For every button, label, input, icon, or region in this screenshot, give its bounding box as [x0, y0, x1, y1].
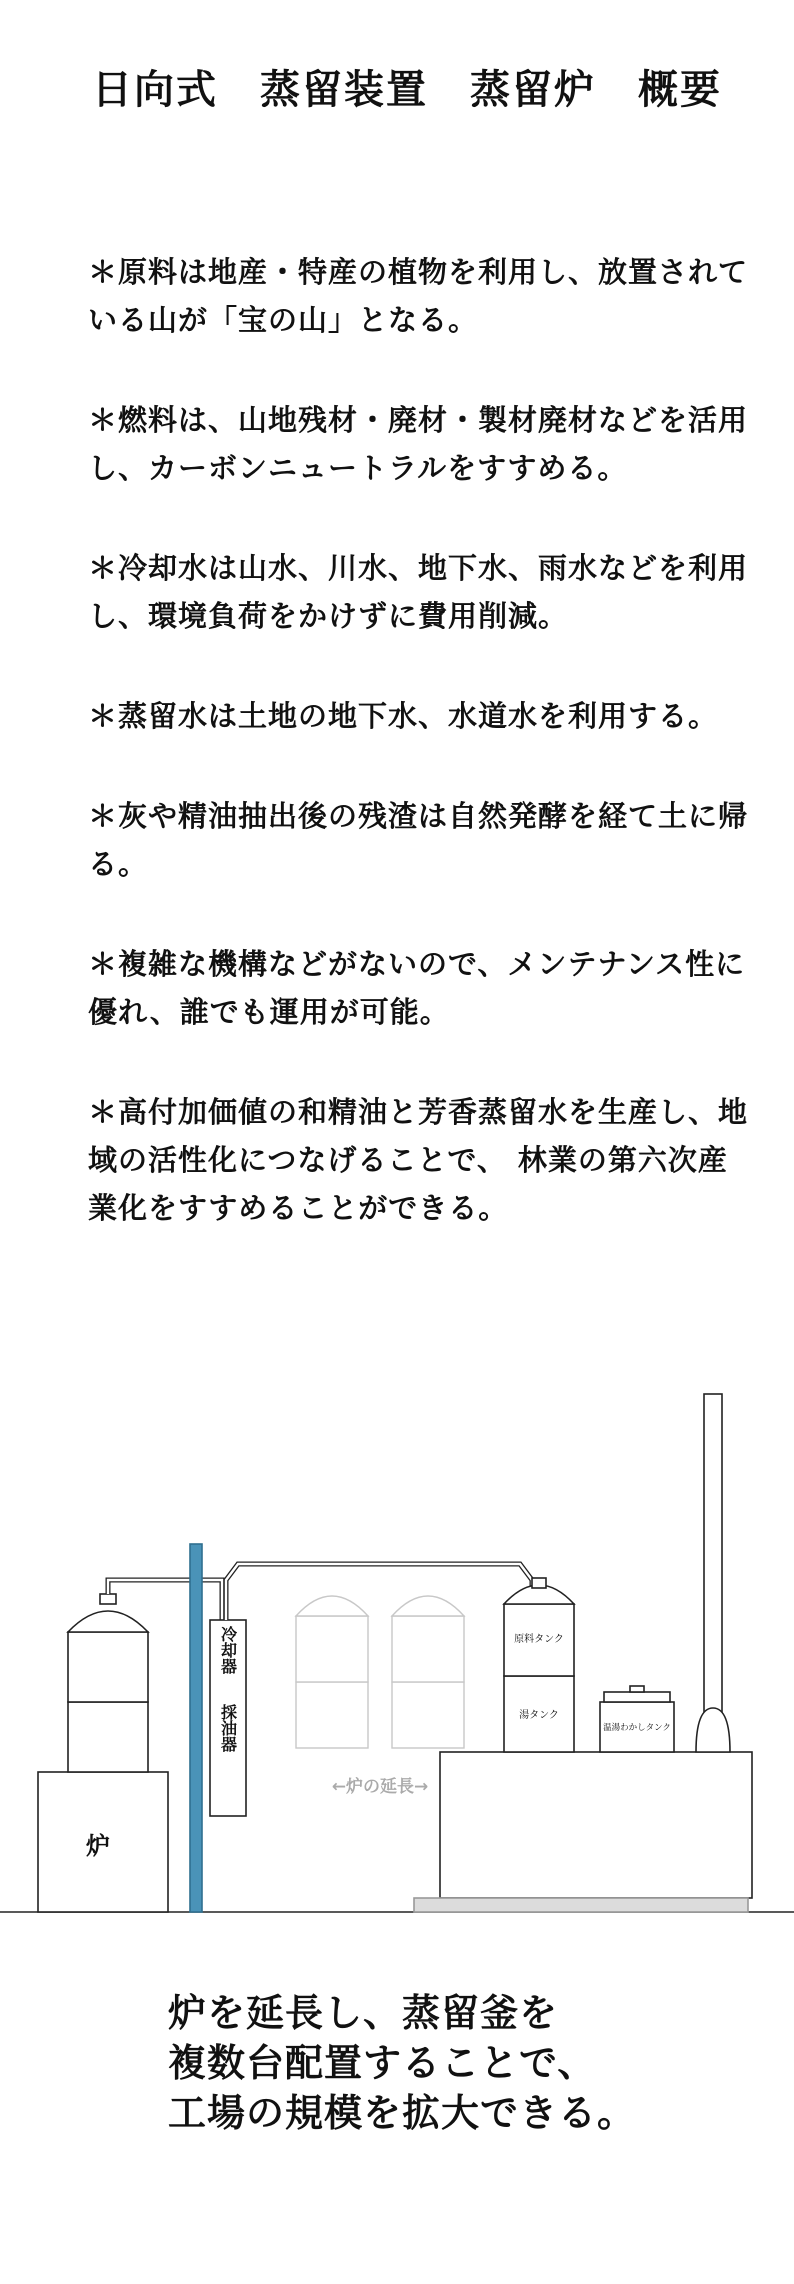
cooler-label: 冷却器: [218, 1626, 238, 1674]
bullet-list: [88, 248, 748, 1284]
bullet-fuel: ＊燃料は、山地残材・廃材・製材廃材などを活用し、カーボンニュートラルをすすめる。: [88, 403, 749, 485]
ghost-still-2-dome: [392, 1596, 464, 1616]
furnace-label: 炉: [86, 1832, 110, 1860]
ghost-still-2-upper: [392, 1616, 464, 1682]
hot-water-heating-tank-lid: [604, 1692, 670, 1702]
right-still-cap: [532, 1578, 546, 1588]
ghost-still-1-lower: [296, 1682, 368, 1748]
left-still-dome: [68, 1611, 148, 1632]
left-still-cap: [100, 1594, 116, 1604]
ghost-still-1-upper: [296, 1616, 368, 1682]
left-still-lower-drum: [68, 1702, 148, 1772]
left-still-upper-drum: [68, 1632, 148, 1702]
ghost-still-1-dome: [296, 1596, 368, 1616]
page-title: 日向式 蒸留装置 蒸留炉 概要: [92, 67, 722, 113]
right-furnace-base: [440, 1752, 752, 1898]
oil-collector-label: 採油器: [218, 1704, 238, 1752]
extension-label: ←炉の延長→: [331, 1777, 429, 1797]
water-pipe: [190, 1544, 202, 1912]
caption-line-3: 工場の規模を拡大できる。: [168, 2091, 637, 2135]
bullet-raw-materials: ＊原料は地産・特産の植物を利用し、放置されている山が「宝の山」となる。: [88, 255, 749, 337]
ghost-still-2-lower: [392, 1682, 464, 1748]
bullet-value-added: ＊高付加価値の和精油と芳香蒸留水を生産し、地域の活性化につなげることで、 林業の第六次産業化をすすめることができる。: [88, 1095, 749, 1225]
bullet-distilled-water: ＊蒸留水は土地の地下水、水道水を利用する。: [88, 699, 719, 733]
chimney: [704, 1394, 722, 1712]
bullet-maintenance: ＊複雑な機構などがないので、メンテナンス性に優れ、誰でも運用が可能。: [88, 947, 746, 1029]
caption: [168, 1988, 728, 2138]
caption-line-1: 炉を延長し、蒸留釜を: [168, 1991, 559, 2035]
raw-material-tank-label: 原料タンク: [514, 1634, 564, 1645]
hot-water-tank-label: 湯タンク: [519, 1710, 559, 1721]
distillation-diagram: [0, 1380, 794, 1940]
right-steam-pipe: [226, 1564, 532, 1620]
right-furnace-platform: [414, 1898, 748, 1912]
chimney-base: [696, 1708, 730, 1752]
bullet-cooling-water: ＊冷却水は山水、川水、地下水、雨水などを利用し、環境負荷をかけずに費用削減。: [88, 551, 749, 633]
caption-line-2: 複数台配置することで、: [168, 2041, 597, 2085]
hot-water-heating-tank-knob: [630, 1686, 644, 1692]
hot-water-heating-tank-label: 温湯わかしタンク: [603, 1723, 671, 1733]
bullet-residue: ＊灰や精油抽出後の残渣は自然発酵を経て土に帰る。: [88, 799, 749, 881]
